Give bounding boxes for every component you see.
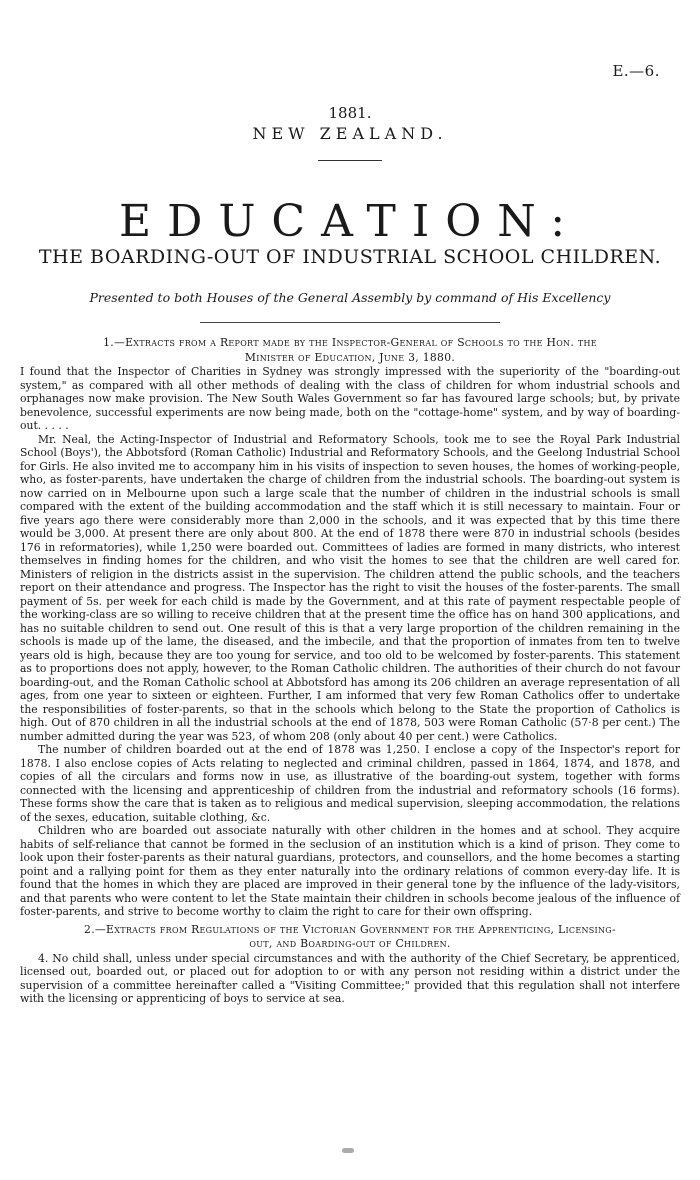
document-subtitle: THE BOARDING-OUT OF INDUSTRIAL SCHOOL CHILDREN.: [38, 246, 662, 268]
paragraph: Mr. Neal, the Acting-Inspector of Industrial and Reformatory Schools, took me to see the Royal Park Industrial School (Boys'), the Abbotsford (Roman Catholic) Industrial and Reformatory Schools, and the Geelong Industrial School for Girls. He also invited me to accompany him in his visits of inspection to seven houses, the homes of working-people, who, as foster-parents, have undertaken the charge of children from the industrial schools. The boarding-out system is now carried on in Melbourne upon such a large scale that the number of children in the industrial schools is small compared with the extent of the building accommodation and the staff which it is still necessary to maintain. Four or five years ago there were considerably more than 2,000 in the schools, and it was expected that by this time there would be 3,000. At present there are only about 800. At the end of 1878 there were 870 in industrial schools (besides 176 in reformatories), while 1,250 were boarded out. Committees of ladies are formed in many districts, who interest themselves in finding homes for the children, and who visit the homes to see that the children are well cared for. Ministers of religion in the districts assist in the supervision. The children attend the public schools, and the teachers report on their attendance and progress. The Inspector has the right to visit the houses of the foster-parents. The small payment of 5s. per week for each child is made by the Government, and at this rate of payment respectable people of the working-class are so willing to receive children that at the present time the office has on hand 300 applications, and has no suitable children to send out. One result of this is that a very large proportion of the children remaining in the schools is made up of the lame, the diseased, and the imbecile, and that the proportion of inmates from ten to twelve years old is high, because they are too young for service, and too old to be welcomed by foster-parents. This statement as to proportions does not apply, however, to the Roman Catholic children. The authorities of their church do not favour boarding-out, and the Roman Catholic school at Abbotsford has among its 206 children an average representation of all ages, from one year to sixteen or eighteen. Further, I am informed that very few Roman Catholics offer to undertake the responsibilities of foster-parents, so that in the schools which belong to the State the proportion of Catholics is high. Out of 870 children in all the industrial schools at the end of 1878, 503 were Roman Catholic (57·8 per cent.) The number admitted during the year was 523, of whom 208 (only about 40 per cent.) were Catholics.: [20, 432, 680, 743]
page-reference: E.—6.: [612, 62, 660, 80]
document-body: [20, 336, 680, 1006]
section-1-heading-line-1: 1.—Extracts from a Report made by the Inspector-General of Schools to the Hon. the: [103, 336, 597, 349]
section-1-heading-line-2: Minister of Education, June 3, 1880.: [244, 350, 456, 364]
section-2: [20, 923, 680, 1006]
document-year: 1881.: [328, 104, 372, 122]
section-2-heading-line-1: 2.—Extracts from Regulations of the Victorian Government for the Apprenticing, Licensing-: [84, 922, 616, 936]
ink-smudge: [342, 1148, 354, 1153]
section-2-heading-line-2: out, and Boarding-out of Children.: [249, 937, 451, 950]
short-divider: [318, 160, 382, 161]
divider: [200, 322, 500, 323]
presented-line: Presented to both Houses of the General Assembly by command of His Excellency: [89, 290, 611, 305]
country-heading: NEW ZEALAND.: [252, 124, 448, 143]
paragraph: Children who are boarded out associate naturally with other children in the homes and at school. They acquire habits of self-reliance that cannot be formed in the seclusion of an institution which is a kind of prison. They come to look upon their foster-parents as their natural guardians, protectors, and counsellors, and the home becomes a starting point and a rallying point for them as they enter naturally into the ordinary relations of common every-day life. It is found that the homes in which they are placed are improved in their general tone by the influence of the lady-visitors, and that parents who were content to let the State maintain their children in schools become jealous of the influence of foster-parents, and strive to become worthy to claim the right to care for their own offspring.: [20, 824, 680, 918]
paragraph: 4. No child shall, unless under special circumstances and with the authority of the Chief Secretary, be apprenticed, licensed out, boarded out, or placed out for adoption to or with any person not residing within a district under the supervision of a committee hereinafter called a "Visiting Committee;" provided that this regulation shall not interfere with the licensing or apprenticing of boys to service at sea.: [20, 951, 680, 1005]
paragraph: The number of children boarded out at the end of 1878 was 1,250. I enclose a copy of the Inspector's report for 1878. I also enclose copies of Acts relating to neglected and criminal children, passed in 1864, 1874, and 1878, and copies of all the circulars and forms now in use, as illustrative of the boarding-out system, together with forms connected with the licensing and apprenticeship of children from the industrial and reformatory schools (16 forms). These forms show the care that is taken as to religious and medical supervision, sleeping accommodation, the relations of the sexes, education, suitable clothing, &c.: [20, 743, 680, 824]
paragraph: I found that the Inspector of Charities in Sydney was strongly impressed with the superiority of the "boarding-out system," as compared with all other methods of dealing with the class of children for whom industrial schools and orphanages now make provision. The New South Wales Government so far has favoured large schools; but, by private benevolence, successful experiments are now being made, both on the "cottage-home" system, and by way of boarding-out. . . . .: [20, 365, 680, 432]
document-title: EDUCATION:: [118, 196, 582, 247]
section-1: [20, 336, 680, 919]
